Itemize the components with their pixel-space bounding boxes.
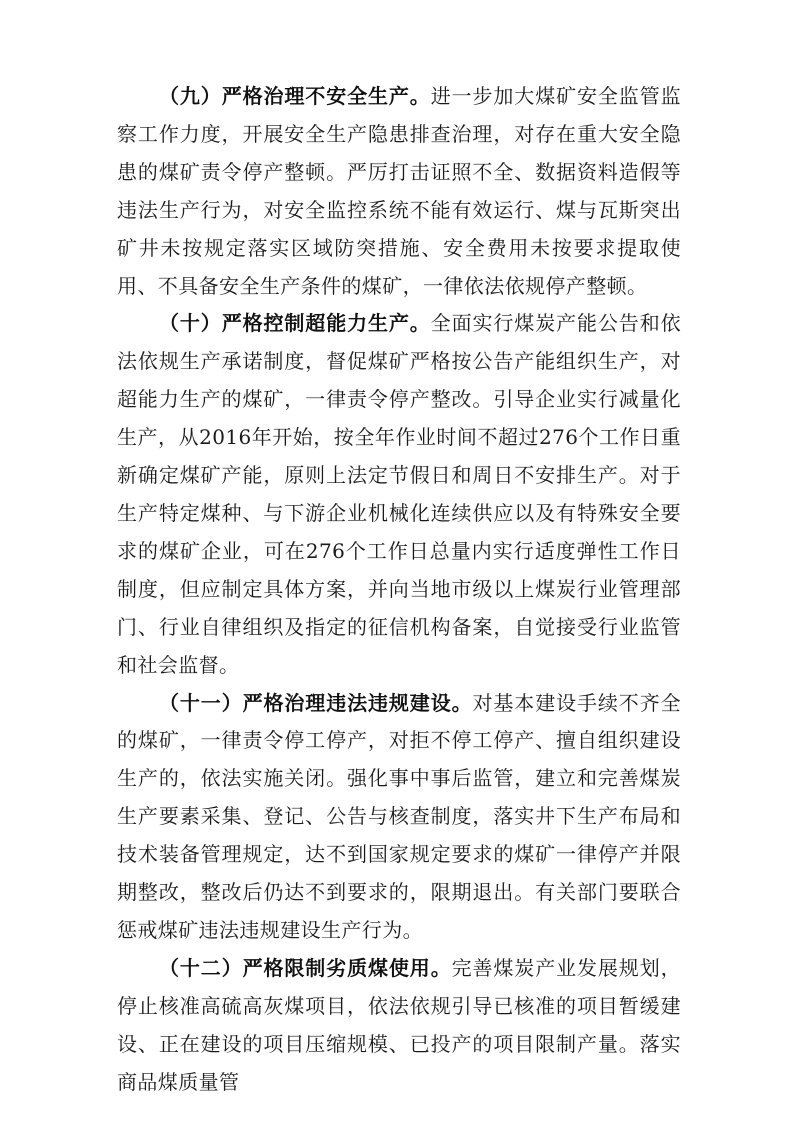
paragraph-heading: （十二）严格限制劣质煤使用。 (159, 955, 452, 980)
paragraph-body: 全面实行煤炭产能公告和依法依规生产承诺制度，督促煤矿严格按公告产能组织生产，对超能力生产的煤矿，一律责令停产整改。引导企业实行减量化生产，从2016年开始，按全年作业时间不超过276个工作日重新确定煤矿产能，原则上法定节假日和周日不安排生产。对于生产特定煤种、与下游企业机械化连续供应以及有特殊安全要求的煤矿企业，可在276个工作日总量内实行适度弹性工作日制度，但应制定具体方案，并向当地市级以上煤炭行业管理部门、行业自律组织及指定的征信机构备案，自觉接受行业监管和社会监督。 (117, 311, 681, 677)
paragraph-11 (117, 685, 681, 950)
paragraph-10 (117, 305, 681, 684)
paragraph-12 (117, 950, 681, 1102)
paragraph-9 (117, 78, 681, 305)
document-page (117, 78, 681, 1101)
paragraph-heading: （十一）严格治理违法违规建设。 (159, 690, 473, 715)
paragraph-body: 进一步加大煤矿安全监管监察工作力度，开展安全生产隐患排查治理，对存在重大安全隐患的煤矿责令停产整顿。严厉打击证照不全、数据资料造假等违法生产行为，对安全监控系统不能有效运行、煤与瓦斯突出矿井未按规定落实区域防突措施、安全费用未按要求提取使用、不具备安全生产条件的煤矿，一律依法依规停产整顿。 (117, 84, 681, 298)
paragraph-heading: （九）严格治理不安全生产。 (159, 84, 431, 108)
paragraph-heading: （十）严格控制超能力生产。 (159, 311, 431, 336)
paragraph-body: 对基本建设手续不齐全的煤矿，一律责令停工停产，对拒不停工停产、擅自组织建设生产的，依法实施关闭。强化事中事后监管，建立和完善煤炭生产要素采集、登记、公告与核查制度，落实井下生产布局和技术装备管理规定，达不到国家规定要求的煤矿一律停产并限期整改，整改后仍达不到要求的，限期退出。有关部门要联合惩戒煤矿违法违规建设生产行为。 (117, 690, 681, 942)
paragraph-body: 完善煤炭产业发展规划，停止核准高硫高灰煤项目，依法依规引导已核准的项目暂缓建设、正在建设的项目压缩规模、已投产的项目限制产量。落实商品煤质量管 (117, 955, 681, 1094)
